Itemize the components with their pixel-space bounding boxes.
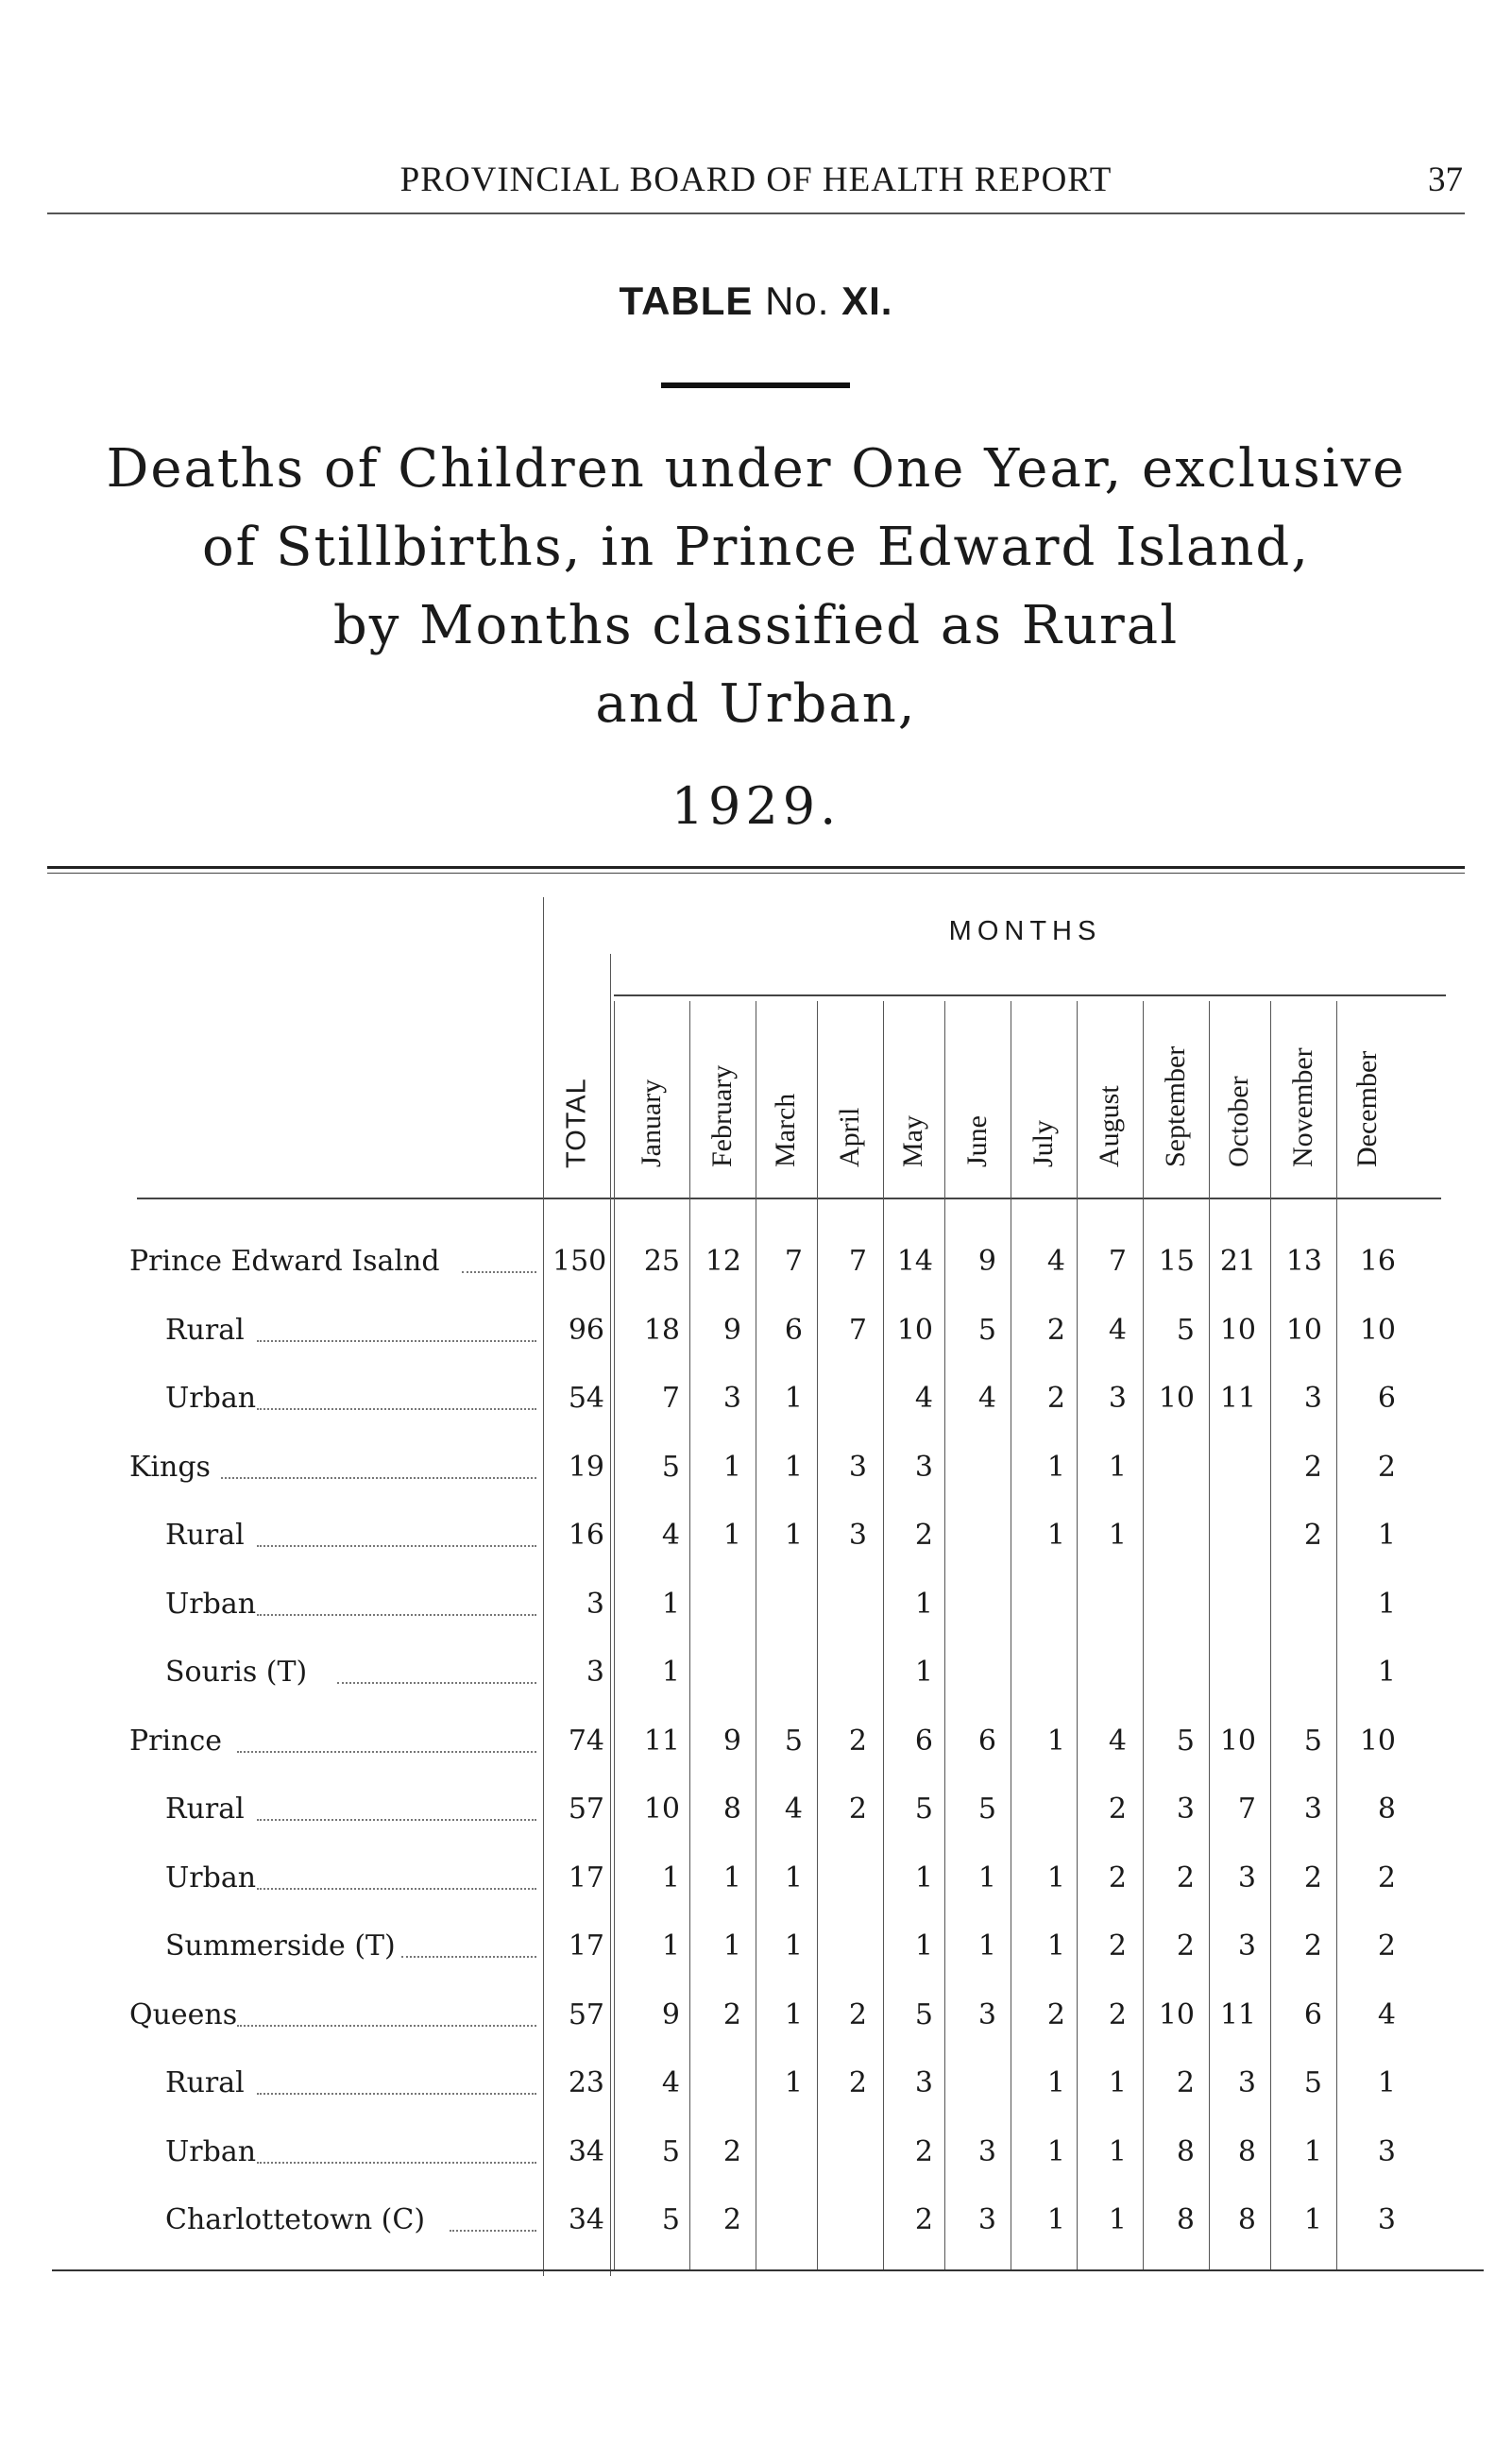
- cell-aug: 2: [1108, 1861, 1127, 1895]
- row-label: Kings: [129, 1450, 211, 1484]
- cell-jan: 4: [661, 2066, 680, 2099]
- cell-aug: 3: [1108, 1382, 1127, 1415]
- cell-oct: 21: [1219, 1245, 1256, 1278]
- row-leader-dots: [237, 2023, 536, 2027]
- cell-may: 5: [914, 1793, 933, 1826]
- cell-nov: 2: [1303, 1861, 1322, 1895]
- cell-nov: 3: [1303, 1382, 1322, 1415]
- cell-jun: 3: [977, 2203, 996, 2236]
- column-header-label: TOTAL: [561, 1078, 592, 1168]
- running-title: PROVINCIAL BOARD OF HEALTH REPORT: [399, 161, 1113, 199]
- cell-jun: 5: [977, 1313, 996, 1347]
- cell-mar: 1: [784, 1450, 803, 1484]
- row-label: Urban: [165, 2134, 257, 2168]
- cell-jan: 11: [643, 1724, 680, 1758]
- column-header-dec: [1339, 992, 1396, 1199]
- cell-jan: 5: [661, 2203, 680, 2236]
- cell-may: 2: [914, 2203, 933, 2236]
- cell-aug: 4: [1108, 1313, 1127, 1347]
- table-title-line: by Months classified as Rural: [332, 595, 1180, 656]
- cell-jan: 25: [643, 1245, 680, 1278]
- cell-mar: 1: [784, 1997, 803, 2031]
- cell-total: 34: [568, 2134, 604, 2168]
- cell-dec: 1: [1377, 1587, 1396, 1621]
- cell-feb: 2: [722, 2203, 741, 2236]
- cell-oct: 8: [1237, 2134, 1256, 2168]
- cell-feb: 12: [705, 1245, 741, 1278]
- cell-sep: 2: [1176, 2066, 1195, 2099]
- table-title-line: and Urban,: [595, 673, 917, 735]
- column-header-label: September: [1160, 1045, 1191, 1167]
- row-leader-dots: [257, 1406, 536, 1410]
- cell-feb: 1: [722, 1450, 741, 1484]
- cell-nov: 1: [1303, 2203, 1322, 2236]
- cell-oct: 11: [1219, 1997, 1256, 2031]
- table-number: [0, 279, 1512, 324]
- cell-jan: 5: [661, 1450, 680, 1484]
- cell-jul: 1: [1046, 1861, 1065, 1895]
- cell-nov: 13: [1285, 1245, 1322, 1278]
- cell-aug: 2: [1108, 1997, 1127, 2031]
- cell-may: 2: [914, 2134, 933, 2168]
- row-label: Prince: [129, 1724, 222, 1758]
- column-rule: [543, 897, 544, 2276]
- cell-nov: 2: [1303, 1929, 1322, 1963]
- column-header-sep: [1147, 992, 1204, 1199]
- column-header-jun: [949, 992, 1006, 1199]
- cell-jun: 6: [977, 1724, 996, 1758]
- cell-jul: 1: [1046, 1450, 1065, 1484]
- row-label: Rural: [165, 1313, 245, 1347]
- cell-sep: 8: [1176, 2203, 1195, 2236]
- cell-jan: 5: [661, 2134, 680, 2168]
- cell-dec: 10: [1359, 1313, 1396, 1347]
- table-number-label: TABLE: [619, 279, 754, 323]
- cell-jun: 1: [977, 1861, 996, 1895]
- row-leader-dots: [462, 1269, 536, 1273]
- column-header-label: July: [1028, 1119, 1059, 1167]
- cell-jul: 1: [1046, 1929, 1065, 1963]
- cell-feb: 1: [722, 1861, 741, 1895]
- cell-mar: 5: [784, 1724, 803, 1758]
- cell-nov: 5: [1303, 2066, 1322, 2099]
- cell-sep: 2: [1176, 1929, 1195, 1963]
- table-number-numeral: XI.: [841, 279, 893, 323]
- column-header-label: April: [834, 1107, 865, 1167]
- cell-sep: 5: [1176, 1724, 1195, 1758]
- column-header-label: August: [1094, 1085, 1125, 1167]
- column-header-jan: [623, 992, 680, 1199]
- cell-aug: 1: [1108, 2066, 1127, 2099]
- cell-total: 16: [568, 1519, 604, 1552]
- column-header-oct: [1211, 992, 1267, 1199]
- row-label: Urban: [165, 1861, 257, 1895]
- row-leader-dots: [450, 2228, 536, 2232]
- row-leader-dots: [257, 1543, 536, 1547]
- cell-may: 10: [896, 1313, 933, 1347]
- cell-jul: 1: [1046, 1519, 1065, 1552]
- cell-dec: 2: [1377, 1929, 1396, 1963]
- cell-total: 57: [568, 1793, 604, 1826]
- cell-jan: 9: [661, 1997, 680, 2031]
- cell-jul: 4: [1046, 1245, 1065, 1278]
- cell-jan: 1: [661, 1656, 680, 1689]
- cell-total: 19: [568, 1450, 604, 1484]
- cell-jul: 2: [1046, 1997, 1065, 2031]
- row-leader-dots: [257, 2091, 536, 2095]
- cell-dec: 2: [1377, 1450, 1396, 1484]
- cell-sep: 10: [1158, 1997, 1195, 2031]
- cell-total: 17: [568, 1929, 604, 1963]
- cell-jul: 2: [1046, 1382, 1065, 1415]
- column-rule: [944, 1001, 945, 2271]
- table-title-line: Deaths of Children under One Year, exclusive: [106, 438, 1406, 500]
- cell-dec: 10: [1359, 1724, 1396, 1758]
- row-leader-dots: [257, 1886, 536, 1890]
- table-number-no: No.: [765, 279, 830, 323]
- row-label: Queens: [129, 1997, 238, 2031]
- row-label: Summerside (T): [165, 1929, 396, 1963]
- table-top-rule-thin: [47, 873, 1465, 874]
- cell-aug: 1: [1108, 2203, 1127, 2236]
- table-title: [0, 430, 1512, 743]
- cell-dec: 1: [1377, 1519, 1396, 1552]
- cell-dec: 3: [1377, 2203, 1396, 2236]
- cell-aug: 1: [1108, 2134, 1127, 2168]
- cell-nov: 2: [1303, 1450, 1322, 1484]
- cell-total: 74: [568, 1724, 604, 1758]
- cell-sep: 8: [1176, 2134, 1195, 2168]
- cell-nov: 3: [1303, 1793, 1322, 1826]
- cell-oct: 8: [1237, 2203, 1256, 2236]
- cell-may: 14: [896, 1245, 933, 1278]
- cell-nov: 5: [1303, 1724, 1322, 1758]
- cell-jul: 1: [1046, 2203, 1065, 2236]
- column-header-label: June: [961, 1115, 993, 1167]
- cell-mar: 1: [784, 1861, 803, 1895]
- table-top-rule: [47, 866, 1465, 869]
- cell-mar: 7: [784, 1245, 803, 1278]
- row-label: Urban: [165, 1382, 257, 1415]
- cell-aug: 2: [1108, 1929, 1127, 1963]
- column-rule: [610, 954, 611, 2276]
- cell-may: 1: [914, 1861, 933, 1895]
- cell-mar: 1: [784, 1519, 803, 1552]
- cell-may: 1: [914, 1656, 933, 1689]
- table-bottom-rule: [52, 2269, 1484, 2271]
- cell-dec: 2: [1377, 1861, 1396, 1895]
- column-rule: [1336, 1001, 1337, 2271]
- row-leader-dots: [401, 1954, 536, 1958]
- column-header-label: May: [897, 1115, 928, 1167]
- cell-dec: 1: [1377, 2066, 1396, 2099]
- cell-total: 34: [568, 2203, 604, 2236]
- cell-total: 23: [568, 2066, 604, 2099]
- cell-aug: 1: [1108, 1519, 1127, 1552]
- column-header-mar: [757, 992, 814, 1199]
- cell-sep: 10: [1158, 1382, 1195, 1415]
- cell-jul: 1: [1046, 2066, 1065, 2099]
- cell-may: 3: [914, 1450, 933, 1484]
- cell-nov: 2: [1303, 1519, 1322, 1552]
- cell-apr: 2: [848, 2066, 867, 2099]
- cell-aug: 7: [1108, 1245, 1127, 1278]
- cell-may: 5: [914, 1997, 933, 2031]
- cell-jan: 7: [661, 1382, 680, 1415]
- row-leader-dots: [257, 1338, 536, 1342]
- cell-feb: 2: [722, 2134, 741, 2168]
- row-leader-dots: [237, 1749, 536, 1753]
- cell-feb: 1: [722, 1929, 741, 1963]
- cell-total: 3: [586, 1587, 604, 1621]
- cell-oct: 3: [1237, 1861, 1256, 1895]
- cell-mar: 1: [784, 1382, 803, 1415]
- cell-oct: 3: [1237, 2066, 1256, 2099]
- cell-dec: 16: [1359, 1245, 1396, 1278]
- row-leader-dots: [257, 2160, 536, 2164]
- column-header-total: [549, 992, 605, 1199]
- cell-may: 1: [914, 1587, 933, 1621]
- column-header-feb: [694, 992, 751, 1199]
- column-header-nov: [1275, 992, 1332, 1199]
- cell-total: 17: [568, 1861, 604, 1895]
- column-header-apr: [822, 992, 878, 1199]
- column-rule: [614, 1001, 615, 2271]
- cell-oct: 3: [1237, 1929, 1256, 1963]
- cell-feb: 8: [722, 1793, 741, 1826]
- cell-jun: 3: [977, 1997, 996, 2031]
- row-label: Rural: [165, 1519, 245, 1552]
- running-header: [47, 156, 1465, 214]
- cell-apr: 2: [848, 1793, 867, 1826]
- cell-jan: 1: [661, 1929, 680, 1963]
- column-rule: [689, 1001, 690, 2271]
- cell-dec: 4: [1377, 1997, 1396, 2031]
- cell-feb: 9: [722, 1313, 741, 1347]
- title-rule: [661, 382, 850, 388]
- cell-jun: 5: [977, 1793, 996, 1826]
- cell-jan: 1: [661, 1587, 680, 1621]
- cell-may: 2: [914, 1519, 933, 1552]
- cell-aug: 1: [1108, 1450, 1127, 1484]
- cell-apr: 2: [848, 1997, 867, 2031]
- cell-apr: 2: [848, 1724, 867, 1758]
- cell-sep: 15: [1158, 1245, 1195, 1278]
- cell-dec: 6: [1377, 1382, 1396, 1415]
- cell-total: 96: [568, 1313, 604, 1347]
- row-label: Charlottetown (C): [165, 2203, 426, 2236]
- row-leader-dots: [221, 1475, 536, 1479]
- cell-jul: 2: [1046, 1313, 1065, 1347]
- cell-apr: 7: [848, 1245, 867, 1278]
- cell-jul: 1: [1046, 2134, 1065, 2168]
- cell-total: 150: [552, 1245, 607, 1278]
- cell-total: 57: [568, 1997, 604, 2031]
- column-header-label: March: [770, 1093, 801, 1167]
- cell-total: 54: [568, 1382, 604, 1415]
- column-header-label: January: [636, 1079, 667, 1167]
- row-leader-dots: [257, 1612, 536, 1616]
- cell-oct: 10: [1219, 1313, 1256, 1347]
- cell-sep: 3: [1176, 1793, 1195, 1826]
- cell-total: 3: [586, 1656, 604, 1689]
- cell-may: 1: [914, 1929, 933, 1963]
- cell-oct: 7: [1237, 1793, 1256, 1826]
- cell-oct: 10: [1219, 1724, 1256, 1758]
- row-label: Souris (T): [165, 1656, 308, 1689]
- cell-dec: 1: [1377, 1656, 1396, 1689]
- cell-mar: 1: [784, 2066, 803, 2099]
- cell-aug: 2: [1108, 1793, 1127, 1826]
- row-label: Prince Edward Isalnd: [129, 1245, 440, 1278]
- cell-may: 3: [914, 2066, 933, 2099]
- column-header-aug: [1081, 992, 1138, 1199]
- cell-jun: 4: [977, 1382, 996, 1415]
- cell-oct: 11: [1219, 1382, 1256, 1415]
- cell-jan: 1: [661, 1861, 680, 1895]
- cell-feb: 3: [722, 1382, 741, 1415]
- column-header-label: October: [1223, 1076, 1254, 1167]
- row-label: Rural: [165, 1793, 245, 1826]
- column-header-jul: [1015, 992, 1072, 1199]
- row-leader-dots: [337, 1680, 536, 1684]
- cell-apr: 7: [848, 1313, 867, 1347]
- cell-mar: 6: [784, 1313, 803, 1347]
- cell-jun: 3: [977, 2134, 996, 2168]
- table-title-line: of Stillbirths, in Prince Edward Island,: [201, 517, 1311, 578]
- cell-dec: 8: [1377, 1793, 1396, 1826]
- cell-jan: 4: [661, 1519, 680, 1552]
- column-header-label: December: [1351, 1050, 1383, 1167]
- cell-nov: 6: [1303, 1997, 1322, 2031]
- cell-jan: 10: [643, 1793, 680, 1826]
- row-label: Rural: [165, 2066, 245, 2099]
- cell-jul: 1: [1046, 1724, 1065, 1758]
- cell-feb: 9: [722, 1724, 741, 1758]
- cell-may: 6: [914, 1724, 933, 1758]
- cell-may: 4: [914, 1382, 933, 1415]
- cell-apr: 3: [848, 1450, 867, 1484]
- row-leader-dots: [257, 1817, 536, 1821]
- cell-mar: 4: [784, 1793, 803, 1826]
- months-group-label: MONTHS: [948, 916, 1102, 946]
- cell-dec: 3: [1377, 2134, 1396, 2168]
- cell-jan: 18: [643, 1313, 680, 1347]
- cell-aug: 4: [1108, 1724, 1127, 1758]
- cell-jun: 1: [977, 1929, 996, 1963]
- cell-feb: 2: [722, 1997, 741, 2031]
- cell-sep: 2: [1176, 1861, 1195, 1895]
- cell-jun: 9: [977, 1245, 996, 1278]
- cell-nov: 10: [1285, 1313, 1322, 1347]
- page-number: 37: [1428, 161, 1463, 199]
- column-header-label: February: [706, 1064, 738, 1167]
- row-label: Urban: [165, 1587, 257, 1621]
- column-header-label: November: [1287, 1047, 1318, 1167]
- cell-mar: 1: [784, 1929, 803, 1963]
- table-year: 1929.: [671, 776, 841, 836]
- cell-sep: 5: [1176, 1313, 1195, 1347]
- cell-nov: 1: [1303, 2134, 1322, 2168]
- column-header-may: [885, 992, 942, 1199]
- cell-feb: 1: [722, 1519, 741, 1552]
- cell-apr: 3: [848, 1519, 867, 1552]
